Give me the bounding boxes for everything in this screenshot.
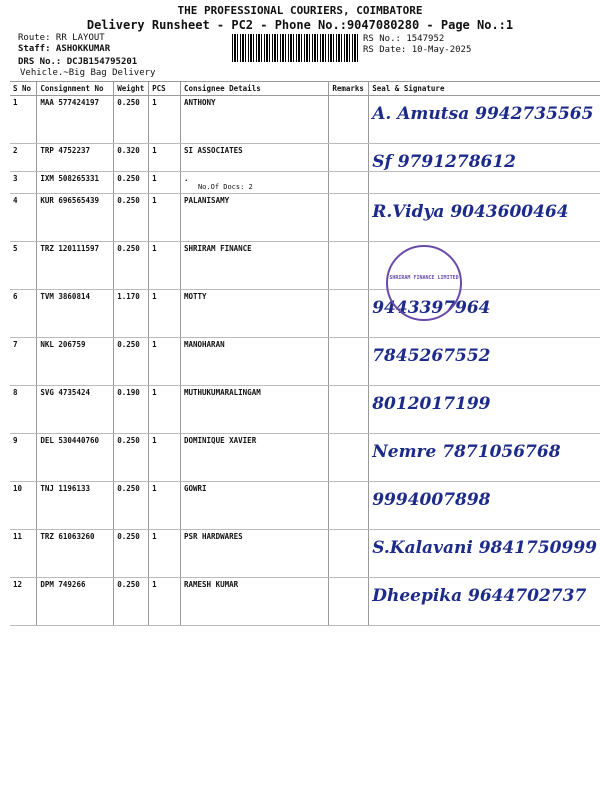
cell-cn: TVM 3860814 bbox=[37, 290, 114, 338]
handwritten-signature: Dheepika 9644702737 bbox=[372, 586, 587, 606]
cell-sno: 6 bbox=[10, 290, 37, 338]
column-header: Seal & Signature bbox=[369, 82, 600, 96]
cell-sno: 9 bbox=[10, 434, 37, 482]
consignee bbox=[180, 172, 328, 194]
runsheet-table bbox=[10, 81, 600, 626]
handwritten-signature: 7845267552 bbox=[372, 346, 491, 366]
handwritten-signature: 9994007898 bbox=[372, 490, 491, 510]
docs-count: No.Of Docs: 2 bbox=[197, 183, 253, 191]
handwritten-signature: A. Amutsa 9942735565 bbox=[372, 104, 594, 124]
cell-cn: TRZ 120111597 bbox=[37, 242, 114, 290]
consignee-name: MUTHUKUMARALINGAM bbox=[183, 388, 261, 397]
cell-sno: 11 bbox=[10, 530, 37, 578]
signature-cell bbox=[369, 386, 600, 434]
cell-wt: 0.320 bbox=[114, 144, 149, 172]
cell-wt: 0.250 bbox=[114, 482, 149, 530]
cell-pcs: 1 bbox=[149, 338, 181, 386]
cell-sno: 5 bbox=[10, 242, 37, 290]
cell-pcs: 1 bbox=[149, 386, 181, 434]
signature-cell bbox=[369, 530, 600, 578]
cell-sno: 3 bbox=[10, 172, 37, 194]
rs-date: RS Date: 10-May-2025 bbox=[363, 45, 472, 55]
consignee bbox=[180, 434, 328, 482]
cell-cn: MAA 577424197 bbox=[37, 96, 114, 144]
vehicle: Vehicle.~Big Bag Delivery bbox=[20, 68, 156, 78]
cell-pcs: 1 bbox=[149, 434, 181, 482]
column-header: PCS bbox=[149, 82, 181, 96]
table-row bbox=[10, 386, 600, 434]
cell-wt: 0.250 bbox=[114, 172, 149, 194]
table-row bbox=[10, 194, 600, 242]
table-row bbox=[10, 172, 600, 194]
remarks-cell bbox=[329, 386, 369, 434]
cell-cn: IXM 508265331 bbox=[37, 172, 114, 194]
consignee-name: SHRIRAM FINANCE bbox=[183, 244, 252, 253]
consignee-name: . bbox=[183, 174, 189, 183]
cell-cn: KUR 696565439 bbox=[37, 194, 114, 242]
cell-wt: 0.190 bbox=[114, 386, 149, 434]
handwritten-signature: S.Kalavani 9841750999 bbox=[372, 538, 597, 558]
cell-sno: 2 bbox=[10, 144, 37, 172]
consignee-name: PALANISAMY bbox=[183, 196, 230, 205]
cell-sno: 1 bbox=[10, 96, 37, 144]
column-header: Weight bbox=[114, 82, 149, 96]
remarks-cell bbox=[329, 338, 369, 386]
cell-wt: 0.250 bbox=[114, 96, 149, 144]
column-header: Consignment No bbox=[37, 82, 114, 96]
consignee bbox=[180, 242, 328, 290]
table-row bbox=[10, 144, 600, 172]
consignee-name: GOWRI bbox=[183, 484, 207, 493]
consignee bbox=[180, 482, 328, 530]
cell-wt: 0.250 bbox=[114, 194, 149, 242]
consignee-name: MANOHARAN bbox=[183, 340, 225, 349]
cell-pcs: 1 bbox=[149, 482, 181, 530]
table-row bbox=[10, 242, 600, 290]
rs-number: RS No.: 1547952 bbox=[363, 34, 445, 44]
consignee bbox=[180, 338, 328, 386]
cell-cn: DPM 749266 bbox=[37, 578, 114, 626]
signature-cell bbox=[369, 434, 600, 482]
cell-wt: 0.250 bbox=[114, 530, 149, 578]
cell-cn: NKL 206759 bbox=[37, 338, 114, 386]
company-seal: SHRIRAM FINANCE LIMITED bbox=[386, 245, 462, 321]
cell-cn: TNJ 1196133 bbox=[37, 482, 114, 530]
cell-sno: 12 bbox=[10, 578, 37, 626]
consignee bbox=[180, 144, 328, 172]
cell-pcs: 1 bbox=[149, 578, 181, 626]
table-row bbox=[10, 96, 600, 144]
table-row bbox=[10, 578, 600, 626]
cell-sno: 8 bbox=[10, 386, 37, 434]
cell-pcs: 1 bbox=[149, 194, 181, 242]
remarks-cell bbox=[329, 96, 369, 144]
cell-wt: 1.170 bbox=[114, 290, 149, 338]
remarks-cell bbox=[329, 482, 369, 530]
cell-sno: 7 bbox=[10, 338, 37, 386]
cell-pcs: 1 bbox=[149, 172, 181, 194]
remarks-cell bbox=[329, 290, 369, 338]
cell-pcs: 1 bbox=[149, 530, 181, 578]
consignee-name: MOTTY bbox=[183, 292, 207, 301]
signature-cell bbox=[369, 194, 600, 242]
remarks-cell bbox=[329, 578, 369, 626]
cell-wt: 0.250 bbox=[114, 578, 149, 626]
handwritten-signature: Nemre 7871056768 bbox=[372, 442, 561, 462]
table-row bbox=[10, 434, 600, 482]
remarks-cell bbox=[329, 242, 369, 290]
cell-wt: 0.250 bbox=[114, 434, 149, 482]
cell-cn: TRP 4752237 bbox=[37, 144, 114, 172]
cell-pcs: 1 bbox=[149, 242, 181, 290]
cell-sno: 10 bbox=[10, 482, 37, 530]
handwritten-signature: R.Vidya 9043600464 bbox=[372, 202, 569, 222]
cell-wt: 0.250 bbox=[114, 338, 149, 386]
consignee-name: RAMESH KUMAR bbox=[183, 580, 239, 589]
cell-cn: TRZ 61063260 bbox=[37, 530, 114, 578]
cell-wt: 0.250 bbox=[114, 242, 149, 290]
barcode bbox=[232, 34, 358, 62]
company-title: THE PROFESSIONAL COURIERS, COIMBATORE bbox=[177, 4, 423, 17]
remarks-cell bbox=[329, 434, 369, 482]
consignee bbox=[180, 96, 328, 144]
remarks-cell bbox=[329, 172, 369, 194]
handwritten-signature: 9443397964 bbox=[372, 298, 491, 318]
handwritten-signature: Sf 9791278612 bbox=[372, 152, 517, 172]
remarks-cell bbox=[329, 530, 369, 578]
consignee bbox=[180, 386, 328, 434]
table-row bbox=[10, 530, 600, 578]
consignee bbox=[180, 290, 328, 338]
cell-cn: SVG 4735424 bbox=[37, 386, 114, 434]
cell-pcs: 1 bbox=[149, 290, 181, 338]
signature-cell bbox=[369, 482, 600, 530]
staff: Staff: ASHOKKUMAR bbox=[18, 44, 111, 54]
column-header: Consignee Details bbox=[180, 82, 328, 96]
signature-cell bbox=[369, 96, 600, 144]
signature-cell bbox=[369, 172, 600, 194]
consignee-name: PSR HARDWARES bbox=[183, 532, 243, 541]
signature-cell bbox=[369, 338, 600, 386]
drs-number: DRS No.: DCJB154795201 bbox=[18, 57, 138, 67]
signature-cell bbox=[369, 578, 600, 626]
consignee-name: DOMINIQUE XAVIER bbox=[183, 436, 257, 445]
route: Route: RR LAYOUT bbox=[18, 33, 105, 43]
table-row bbox=[10, 338, 600, 386]
cell-pcs: 1 bbox=[149, 144, 181, 172]
runsheet-title: Delivery Runsheet - PC2 - Phone No.:9047080280 - Page No.:1 bbox=[86, 18, 514, 32]
column-header: S No bbox=[10, 82, 37, 96]
table-row bbox=[10, 290, 600, 338]
cell-sno: 4 bbox=[10, 194, 37, 242]
cell-pcs: 1 bbox=[149, 96, 181, 144]
remarks-cell bbox=[329, 194, 369, 242]
consignee-name: SI ASSOCIATES bbox=[183, 146, 243, 155]
consignee bbox=[180, 578, 328, 626]
remarks-cell bbox=[329, 144, 369, 172]
cell-cn: DEL 530440760 bbox=[37, 434, 114, 482]
handwritten-signature: 8012017199 bbox=[372, 394, 491, 414]
consignee bbox=[180, 530, 328, 578]
column-header: Remarks bbox=[329, 82, 369, 96]
signature-cell bbox=[369, 144, 600, 172]
table-row bbox=[10, 482, 600, 530]
consignee-name: ANTHONY bbox=[183, 98, 216, 107]
consignee bbox=[180, 194, 328, 242]
